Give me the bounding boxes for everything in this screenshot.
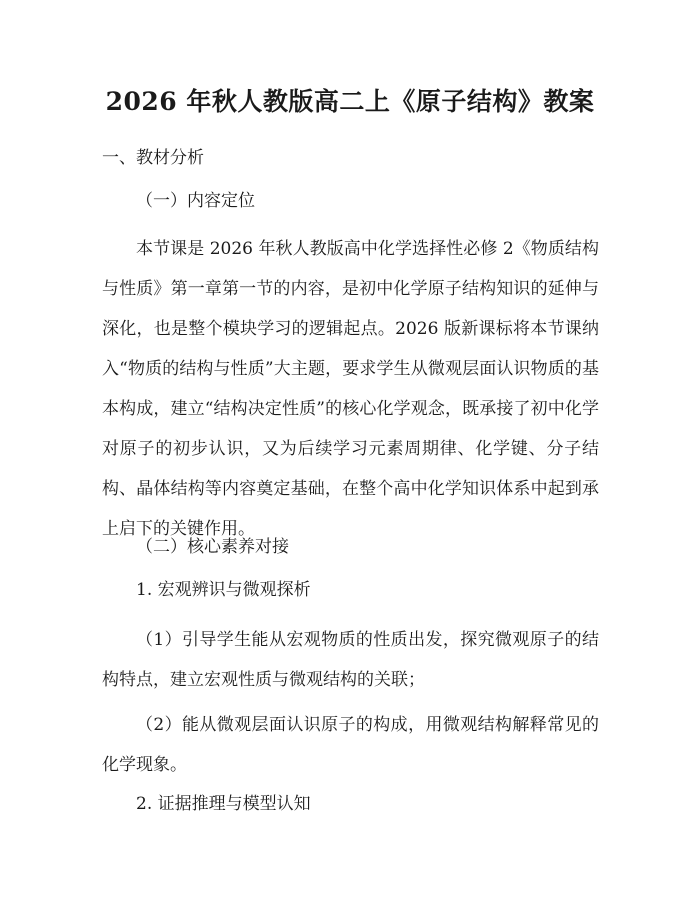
- section-heading-textbook-analysis: 一、教材分析: [102, 148, 204, 168]
- subsection-heading-content-positioning: （一）内容定位: [136, 191, 255, 211]
- item-heading-macro-micro: 1. 宏观辨识与微观探析: [136, 580, 311, 600]
- document-title: 2026 年秋人教版高二上《原子结构》教案: [105, 87, 595, 116]
- paragraph-item1-point1: （1）引导学生能从宏观物质的性质出发，探究微观原子的结构特点，建立宏观性质与微观结构的关联；: [102, 630, 599, 690]
- paragraph-content-positioning: 本节课是 2026 年秋人教版高中化学选择性必修 2《物质结构与性质》第一章第一节的内容，是初中化学原子结构知识的延伸与深化，也是整个模块学习的逻辑起点。2026 版新课标将本节课纳入“物质的结构与性质”大主题，要求学生从微观层面认识物质的基本构成，建立“结构决定性质”的核心化学观念，既承接了初中化学对原子的初步认识，又为后续学习元素周期律、化学键、分子结构、晶体结构等内容奠定基础，在整个高中化学知识体系中起到承上启下的关键作用。: [102, 239, 599, 539]
- paragraph-item1-point2: （2）能从微观层面认识原子的构成，用微观结构解释常见的化学现象。: [102, 715, 599, 775]
- subsection-heading-core-literacy: （二）核心素养对接: [136, 537, 289, 557]
- item-heading-evidence-model: 2. 证据推理与模型认知: [136, 794, 311, 814]
